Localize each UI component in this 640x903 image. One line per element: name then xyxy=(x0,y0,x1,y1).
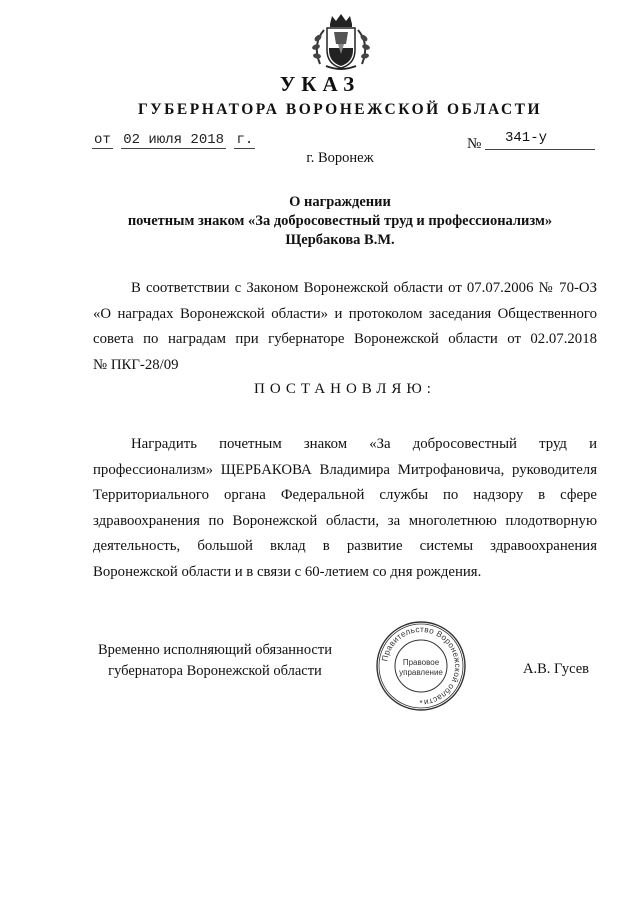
paragraph-line: здравоохранения по Воронежской области, за многолетнюю плодотворную xyxy=(93,512,597,529)
position-line: Временно исполняющий обязанности xyxy=(98,642,332,658)
position-line: губернатора Воронежской области xyxy=(108,663,322,679)
document-issuer: ГУБЕРНАТОРА ВОРОНЕЖСКОЙ ОБЛАСТИ xyxy=(137,101,543,118)
stamp-center-line: управление xyxy=(399,668,443,677)
paragraph-line: Воронежской области и в связи с 60-летием со дня рождения. xyxy=(93,563,482,580)
paragraph-line: профессионализм» ЩЕРБАКОВА Владимира Митрофановича, руководителя xyxy=(93,461,597,478)
official-stamp xyxy=(375,620,467,712)
paragraph-line: В соответствии с Законом Воронежской области от 07.07.2006 № 70-ОЗ xyxy=(131,280,597,296)
stamp-star-icon: * xyxy=(419,699,423,708)
document-number: 341-у xyxy=(485,130,595,150)
body-paragraph xyxy=(93,432,597,585)
paragraph-line: совета по наградам при губернаторе Воронежской области от 02.07.2018 xyxy=(93,331,597,347)
document-subject xyxy=(0,193,640,250)
decree-word: ПОСТАНОВЛЯЮ: xyxy=(254,381,436,397)
stamp-center-line: Правовое xyxy=(402,658,440,667)
signatory-name: А.В. Гусев xyxy=(523,661,589,677)
signatory-position xyxy=(70,640,360,682)
coat-of-arms-icon xyxy=(306,10,376,72)
subject-line: О награждении xyxy=(289,194,391,210)
date-suffix: г. xyxy=(236,132,254,148)
date-value: 02 июля 2018 xyxy=(123,132,225,148)
paragraph-line: Наградить почетным знаком «За добросовестный труд и xyxy=(131,436,597,452)
preamble-paragraph xyxy=(93,276,597,378)
document-date xyxy=(92,132,255,148)
paragraph-line: «О наградах Воронежской области» и протоколом заседания Общественного xyxy=(93,305,597,322)
number-prefix: № xyxy=(467,136,482,152)
city: г. Воронеж xyxy=(306,150,374,166)
subject-line: Щербакова В.М. xyxy=(285,232,395,248)
stamp-ring-text: Правительство Воронежской области xyxy=(380,624,463,707)
paragraph-line: № ПКГ-28/09 xyxy=(93,356,179,373)
paragraph-line: деятельность, большой вклад в развитие системы здравоохранения xyxy=(93,538,597,554)
paragraph-line: Территориального органа Федеральной службы по надзору в сфере xyxy=(93,487,597,503)
document-type-title: УКАЗ xyxy=(279,72,361,96)
subject-line: почетным знаком «За добросовестный труд и профессионализм» xyxy=(127,213,553,229)
date-prefix: от xyxy=(94,132,111,148)
